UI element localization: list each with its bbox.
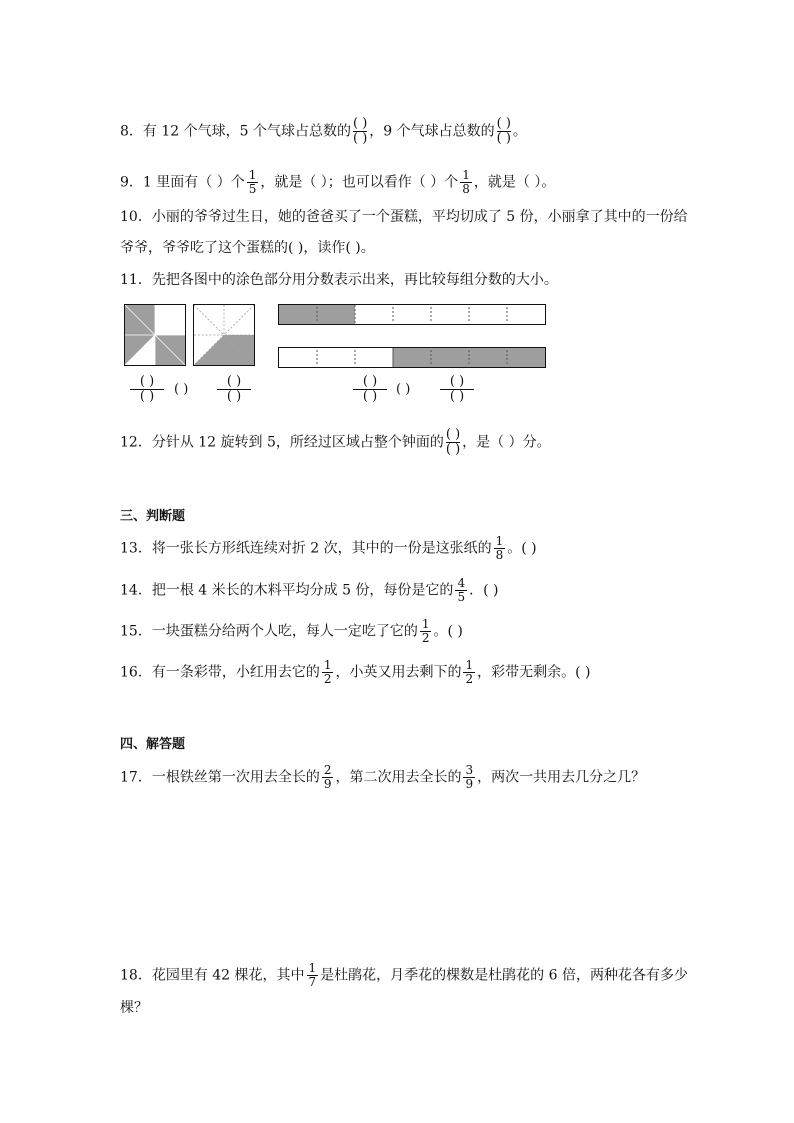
section-heading-judgement: 三、判断题 [120,509,186,524]
question-12: 12．分针从 12 旋转到 5，所经过区域占整个钟面的 ( ) ( ) ，是（ ）分。 [120,427,551,457]
question-14: 14．把一根 4 米长的木料平均分成 5 份，每份是它的 $\frac{4}{5}$ ．( ) [120,576,499,604]
question-18-line2: 棵？ [120,1000,148,1016]
shaded-strip-2 [278,347,546,368]
fraction: $\frac{1}{8}$ [462,168,470,196]
section-heading-answers: 四、解答题 [120,737,186,752]
shaded-strip-1 [278,304,546,325]
answer-fraction-blank[interactable]: ( ) ( ) [496,116,511,146]
fraction: $\frac{1}{7}$ [308,961,317,989]
fraction: $\frac{1}{2}$ [421,617,430,645]
shaded-square-1 [124,304,186,366]
question-18-line1: 18．花园里有 42 棵花，其中 $\frac{1}{7}$ 是杜鹃花，月季花的棵数是杜鹃花的 6 倍，两种花各有多少 [120,961,688,989]
question-10-line2: 爷爷，爷爷吃了这个蛋糕的( )，读作( )。 [120,240,375,256]
answer-fraction-blank[interactable]: ( ) ( ) [214,375,254,404]
fraction: $\frac{2}{9}$ [323,763,332,791]
fraction: $\frac{1}{2}$ [323,658,332,686]
question-15: 15．一块蛋糕分给两个人吃，每人一定吃了它的 $\frac{1}{2}$ 。( ) [120,617,463,645]
answer-fraction-blank[interactable]: ( ) ( ) [437,375,477,404]
question-8: 8．有 12 个气球，5 个气球占总数的 ( ) ( ) ，9 个气球占总数的 ( ) ( ) 。 [120,116,527,146]
fraction: $\frac{3}{9}$ [465,763,474,791]
question-17: 17．一根铁丝第一次用去全长的 $\frac{2}{9}$ ，第二次用去全长的 $\frac{3}{9}$ ，两次一共用去几分之几？ [120,763,646,791]
compare-blank[interactable]: ( ) [174,382,189,397]
shaded-square-2 [193,304,255,366]
question-13: 13．将一张长方形纸连续对折 2 次，其中的一份是这张纸的 $\frac{1}{8}$ 。( ) [120,534,537,562]
answer-fraction-blank[interactable]: ( ) ( ) [352,116,368,146]
fraction: $\frac{4}{5}$ [457,576,466,604]
compare-blank[interactable]: ( ) [396,382,411,397]
answer-fraction-blank[interactable]: ( ) ( ) [350,375,390,404]
answer-fraction-blank[interactable]: ( ) ( ) [127,375,167,404]
question-9: 9．1 里面有（ ）个 $\frac{1}{5}$ ，就是（ ）；也可以看作（ ）个 $\frac{1}{8}$ ，就是（ ）。 [120,168,556,196]
question-16: 16．有一条彩带，小红用去它的 $\frac{1}{2}$ ，小英又用去剩下的 $\frac{1}{2}$ ，彩带无剩余。( ) [120,658,591,686]
fraction: $\frac{1}{5}$ [248,168,257,196]
question-10-line1: 10．小丽的爷爷过生日，她的爸爸买了一个蛋糕，平均切成了 5 份，小丽拿了其中的一份给 [120,209,688,225]
fraction: $\frac{1}{8}$ [495,534,504,562]
answer-fraction-blank[interactable]: ( ) ( ) [445,427,461,457]
question-11: 11．先把各图中的涂色部分用分数表示出来，再比较每组分数的大小。 [120,272,558,288]
fraction: $\frac{1}{2}$ [465,658,474,686]
